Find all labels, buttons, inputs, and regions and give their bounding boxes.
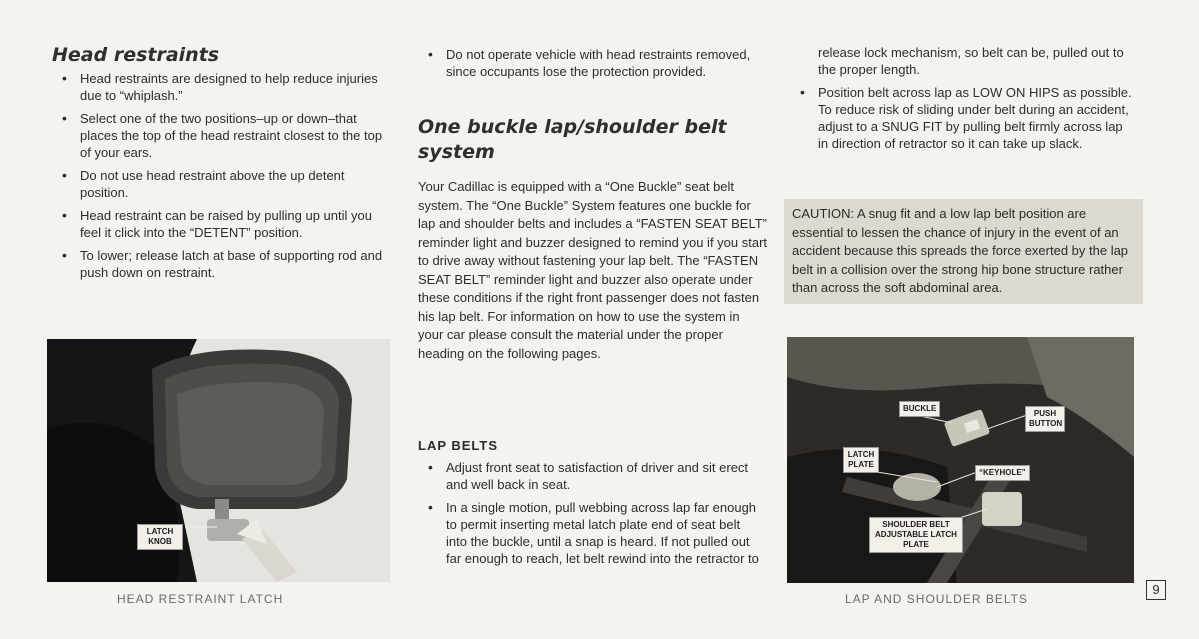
bullet-item: • Head restraint can be raised by pulling up until you feel it click into the “DETENT” position. — [52, 207, 392, 241]
shoulder-latch-label: SHOULDER BELT ADJUSTABLE LATCH PLATE — [869, 517, 963, 553]
belt-system-title: One buckle lap/shoulder belt system — [418, 116, 727, 163]
head-restraint-illustration — [47, 339, 390, 582]
head-restraint-photo — [47, 339, 390, 582]
bullet-item: • In a single motion, pull webbing across lap far enough to permit inserting metal latch plate end of seat belt into the buckle, until a snap is heard. If not pulled out far enough to reach, let belt rewind into the retractor to — [418, 499, 763, 567]
bullet-item: • To lower; release latch at base of supporting rod and push down on restraint. — [52, 247, 392, 281]
lap-belts-bullets — [418, 459, 763, 573]
belt-system-intro: Your Cadillac is equipped with a “One Buckle” seat belt system. The “One Buckle” System features one buckle for lap and shoulder belts and includes a “FASTEN SEAT BELT” reminder light and buzzer designed to remind you if you start to drive away without fastening your lap belt. The “FASTEN SEAT BELT” reminder light and buzzer also operate under these conditions if the right front passenger does not fasten his lap belt. For information on how to use the system in your car please consult the material under the proper heading on the following pages. — [418, 179, 768, 361]
lap-belts-heading: LAP BELTS — [418, 438, 499, 453]
head-restraint-warning-bullets — [418, 46, 768, 86]
keyhole-label: “KEYHOLE” — [975, 465, 1030, 481]
page-number: 9 — [1146, 580, 1166, 600]
continued-text: release lock mechanism, so belt can be, pulled out to the proper length. — [818, 45, 1124, 77]
caution-box: CAUTION: A snug fit and a low lap belt position are essential to lessen the chance of injury in the event of an accident because this spreads the force exerted by the lap belt in a collision over the strong hip bone structure rather than across the soft abdominal area. — [784, 199, 1143, 304]
bullet-item: • Adjust front seat to satisfaction of driver and sit erect and well back in seat. — [418, 459, 763, 493]
head-restraints-bullets — [52, 70, 392, 287]
latch-plate-label: LATCH PLATE — [843, 447, 879, 473]
push-button-label: PUSH BUTTON — [1025, 406, 1065, 432]
bullet-item: • Position belt across lap as LOW ON HIPS as possible. To reduce risk of sliding under belt during an accident, adjust to a SNUG FIT by pulling belt firmly across lap in direction of retractor so it can take up slack. — [790, 84, 1135, 152]
head-restraint-caption: HEAD RESTRAINT LATCH — [117, 592, 284, 606]
bullet-item: • Do not use head restraint above the up detent position. — [52, 167, 392, 201]
bullet-item: • Head restraints are designed to help reduce injuries due to “whiplash.” — [52, 70, 392, 104]
bullet-item: • Do not operate vehicle with head restraints removed, since occupants lose the protection provided. — [418, 46, 768, 80]
lap-shoulder-caption: LAP AND SHOULDER BELTS — [845, 592, 1028, 606]
bullet-item: • Select one of the two positions–up or down–that places the top of the head restraint closest to the top of your ears. — [52, 110, 392, 161]
buckle-label: BUCKLE — [899, 401, 940, 417]
head-restraints-title: Head restraints — [52, 44, 220, 66]
lap-shoulder-belt-photo — [787, 337, 1134, 583]
belt-continued-bullets — [790, 44, 1135, 158]
latch-knob-label: LATCH KNOB — [137, 524, 183, 550]
